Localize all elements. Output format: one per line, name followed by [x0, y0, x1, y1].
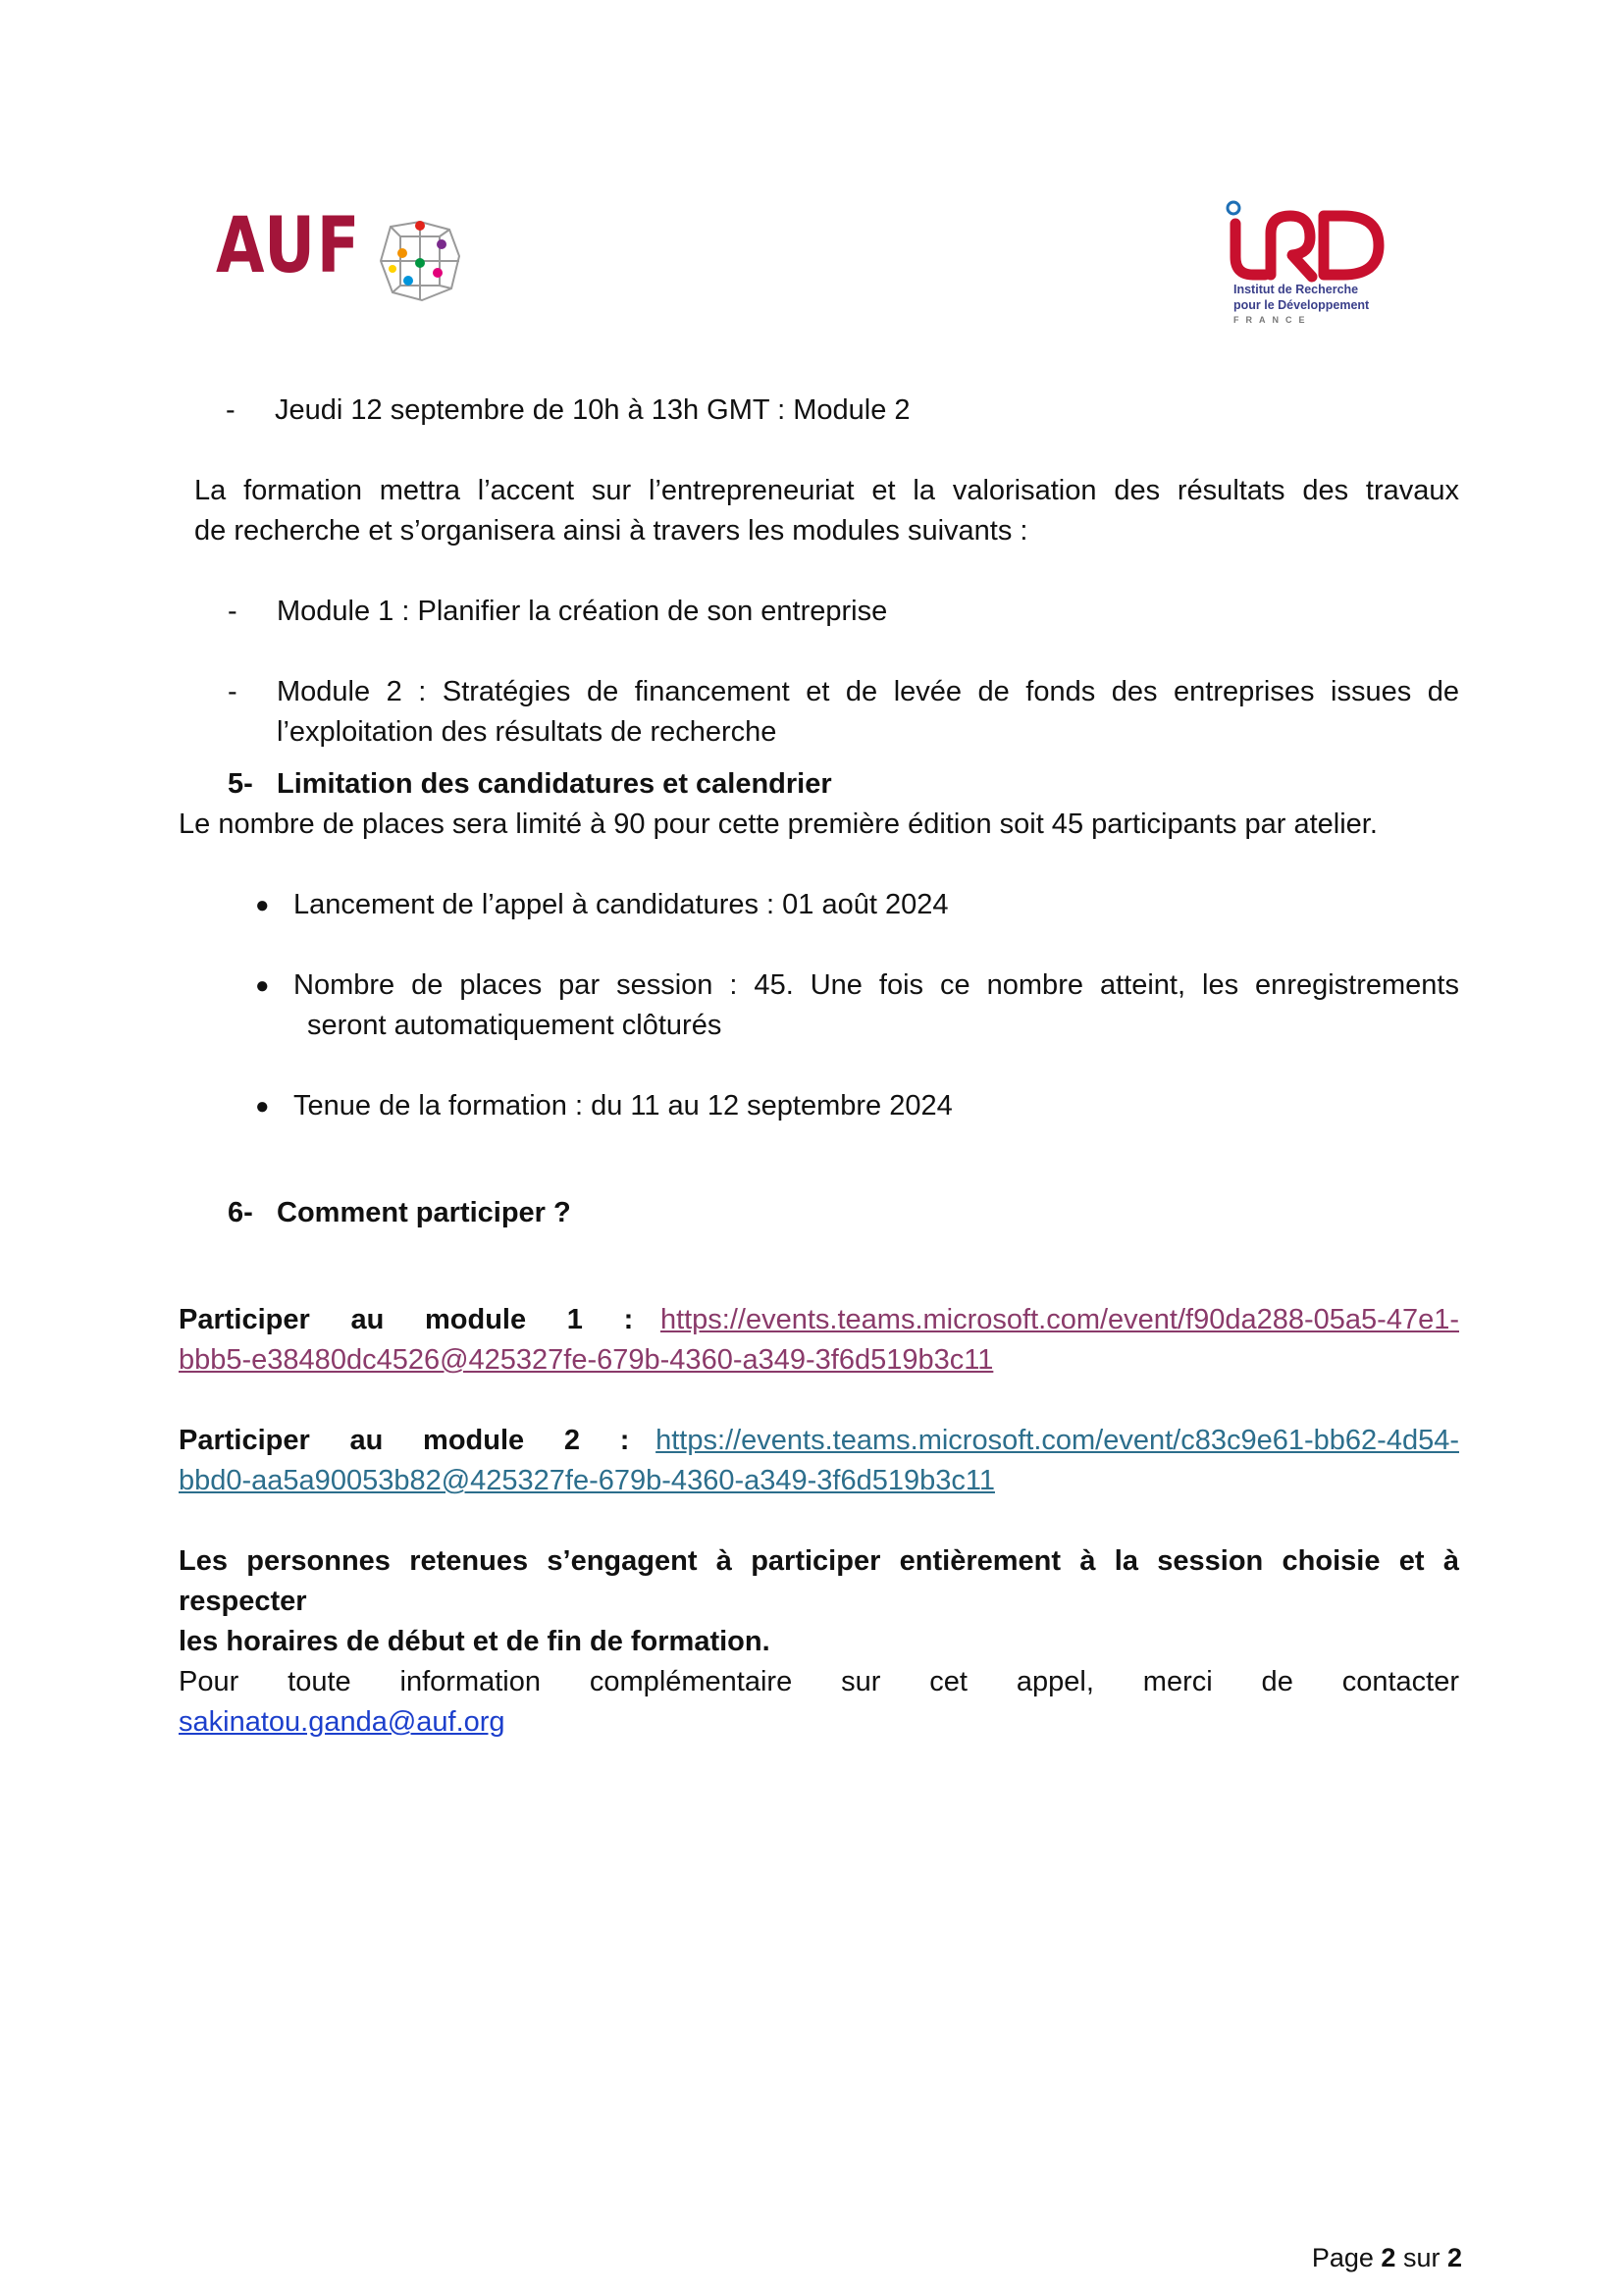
- calendar-item: [179, 885, 1459, 925]
- commitment-line: les horaires de début et de fin de formation.: [179, 1626, 770, 1657]
- module-2-link-continued[interactable]: bbd0-aa5a90053b82@425327fe-679b-4360-a349-3f6d519b3c11: [179, 1465, 995, 1496]
- section-6-heading: [179, 1193, 1459, 1233]
- module-1-link[interactable]: https://events.teams.microsoft.com/event/f90da288-05a5-47e1-: [659, 1304, 1459, 1335]
- list-dash: -: [226, 394, 236, 426]
- section-5-text: Le nombre de places sera limité à 90 pour cette première édition soit 45 participants par atelier.: [179, 808, 1378, 840]
- module-text: Module 1 : Planifier la création de son entreprise: [277, 596, 888, 627]
- section-title: Limitation des candidatures et calendrier: [277, 768, 832, 800]
- calendar-item: [179, 965, 1459, 1046]
- page-sep: sur: [1402, 2243, 1441, 2272]
- contact-email-link[interactable]: sakinatou.ganda@auf.org: [179, 1706, 505, 1738]
- list-dash: -: [228, 676, 237, 707]
- module-2-link[interactable]: https://events.teams.microsoft.com/event/c83c9e61-bb62-4d54-: [655, 1425, 1459, 1456]
- calendar-text: Lancement de l’appel à candidatures : 01 août 2024: [293, 889, 949, 920]
- contact-paragraph: [179, 1662, 1459, 1743]
- module-text-line: Module 2 : Stratégies de financement et de levée de fonds des entreprises issues de: [277, 676, 1459, 707]
- total-pages: 2: [1446, 2243, 1462, 2272]
- module-2-link-paragraph: [179, 1421, 1459, 1501]
- document-body: [179, 391, 1459, 1743]
- link-line: [179, 1300, 1459, 1340]
- intro-line: de recherche et s’organisera ainsi à travers les modules suivants :: [194, 515, 1028, 547]
- calendar-text: Tenue de la formation : du 11 au 12 septembre 2024: [293, 1090, 953, 1121]
- calendar-text-line: Nombre de places par session : 45. Une fois ce nombre atteint, les enregistrements: [293, 969, 1459, 1001]
- module-1-link-continued[interactable]: bbb5-e38480dc4526@425327fe-679b-4360-a349-3f6d519b3c11: [179, 1344, 994, 1376]
- commitment-line: Les personnes retenues s’engagent à participer entièrement à la session choisie et à respecter: [179, 1545, 1459, 1617]
- intro-line: La formation mettra l’accent sur l’entrepreneuriat et la valorisation des résultats des travaux: [194, 475, 1459, 506]
- ird-name-line2: pour le Développement: [1233, 298, 1370, 312]
- auf-network-icon: [371, 212, 469, 310]
- list-dash: -: [228, 596, 237, 627]
- module-1-label: Participer au module 1 :: [179, 1304, 634, 1335]
- current-page: 2: [1381, 2243, 1396, 2272]
- link-line: [179, 1421, 1459, 1461]
- calendar-item: [179, 1086, 1459, 1126]
- contact-text: Pour toute information complémentaire sur cet appel, merci de contacter: [179, 1666, 1459, 1697]
- ird-logo: [1222, 196, 1398, 334]
- calendar-text-line: seront automatiquement clôturés: [307, 1010, 722, 1041]
- section-5-heading: [179, 764, 1459, 805]
- session-item: [177, 391, 1459, 431]
- auf-logo: [216, 202, 471, 306]
- session-text: Jeudi 12 septembre de 10h à 13h GMT : Module 2: [275, 394, 911, 426]
- ird-name-line1: Institut de Recherche: [1233, 283, 1359, 296]
- module-item: [179, 592, 1459, 632]
- bullet-icon: ●: [255, 972, 270, 999]
- intro-paragraph: [194, 471, 1459, 551]
- bullet-icon: ●: [255, 892, 270, 918]
- module-2-label: Participer au module 2 :: [179, 1425, 630, 1456]
- section-title: Comment participer ?: [277, 1197, 571, 1228]
- bullet-icon: ●: [255, 1093, 270, 1120]
- ird-wordmark-icon: [1222, 196, 1398, 285]
- module-1-link-paragraph: [179, 1300, 1459, 1381]
- page-word: Page: [1311, 2243, 1374, 2272]
- auf-logo-text: AUF: [216, 202, 362, 290]
- section-number: 5-: [228, 768, 253, 800]
- ird-country: FRANCE: [1233, 315, 1312, 325]
- page-number: [1312, 2243, 1462, 2273]
- section-number: 6-: [228, 1197, 253, 1228]
- module-text-line: l’exploitation des résultats de recherche: [277, 716, 777, 748]
- module-item: [179, 672, 1459, 753]
- commitment-paragraph: [179, 1541, 1459, 1662]
